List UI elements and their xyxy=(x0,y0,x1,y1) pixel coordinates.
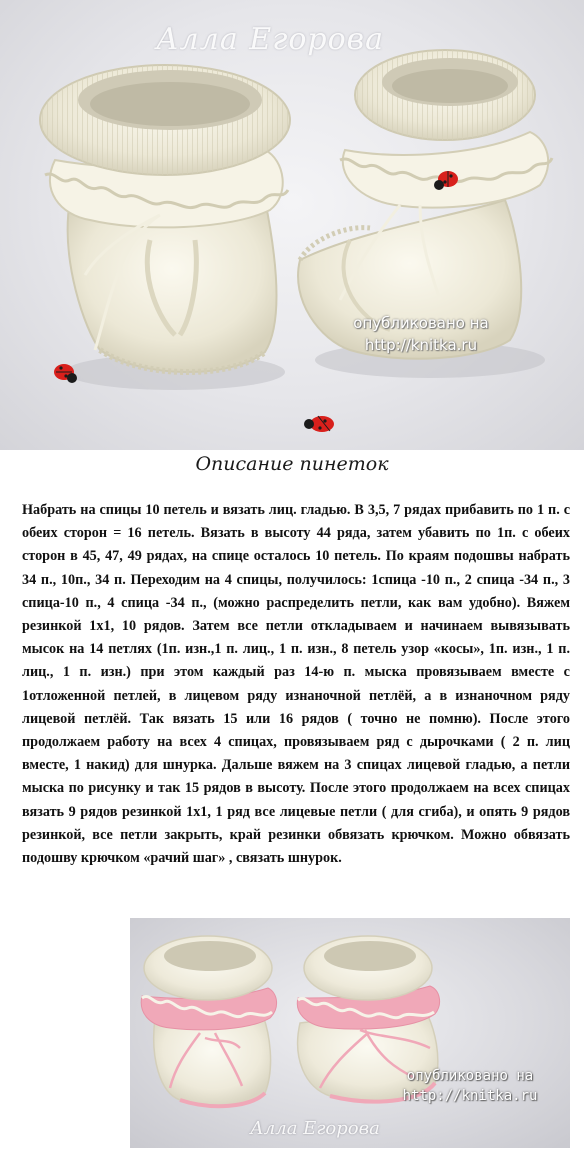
pink-booties-illustration xyxy=(130,918,570,1148)
ladybug-3 xyxy=(304,416,334,432)
bottom-watermark-line-1: опубликовано на xyxy=(406,1068,534,1084)
bottom-author-signature: Алла Егорова xyxy=(250,1118,380,1139)
site-watermark xyxy=(326,312,516,356)
bottom-watermark-line-2: http://knitka.ru xyxy=(402,1088,538,1104)
description-body: Набрать на спицы 10 петель и вязать лиц. гладью. В 3,5, 7 рядах прибавить по 1 п. с обеих сторон = 16 петель. Вязать в высоту 44 ряда, затем убавить по 1п. с обеих сторон в 45, 47, 49 рядах, на спице осталось 10 петель. По краям подошвы набрать 34 п., 10п., 34 п. Переходим на 4 спицы, получилось: 1спица -10 п., 2 спица -34 п., 3 спица-10 п., 4 спица -34 п., (можно распределить петли, как вам удобно). Вяжем резинкой 1х1, 10 рядов. Затем все петли откладываем и начинаем вывязывать мысок на 14 петлях (1п. изн.,1 п. лиц., 1 п. изн., 8 петель узор «косы», 1п. изн., 1 п. лиц., 1 п. изн.) при этом каждый раз 14-ю п. мыска провязываем вместе с 1отложенной петлей, в лицевом ряду изнаночной петлёй, а в изнаночном ряду лицевой петлёй. Так вязать 15 или 16 рядов ( точно не помню). После этого продолжаем работу на всех 4 спицах, провязываем ряд с дырочками ( 2 п. лиц вместе, 1 накид) для шнурка. Дальше вяжем на 3 спицах лицевой гладью, а петли мыска по рисунку и так 15 рядов в высоту. После этого продолжаем на всех спицах вязать 9 рядов резинкой 1х1, 1 ряд все лицевые петли ( для сгиба), и опять 9 рядов резинкой, все петли закрыть, край резинки обвязать крючком. Можно обвязать подошву крючком «рачий шаг» , связать шнурок. xyxy=(22,502,570,867)
booties-illustration xyxy=(0,0,584,450)
bottom-photo xyxy=(130,918,570,1148)
left-bootie xyxy=(40,65,290,390)
bottom-site-watermark xyxy=(380,1066,560,1106)
watermark-line-2: http://knitka.ru xyxy=(364,336,478,354)
left-pink-bootie xyxy=(141,936,276,1106)
top-photo xyxy=(0,0,584,450)
description-title: Описание пинеток xyxy=(195,453,389,475)
watermark-line-1: опубликовано на xyxy=(353,314,489,332)
author-signature: Алла Егорова xyxy=(155,22,385,57)
